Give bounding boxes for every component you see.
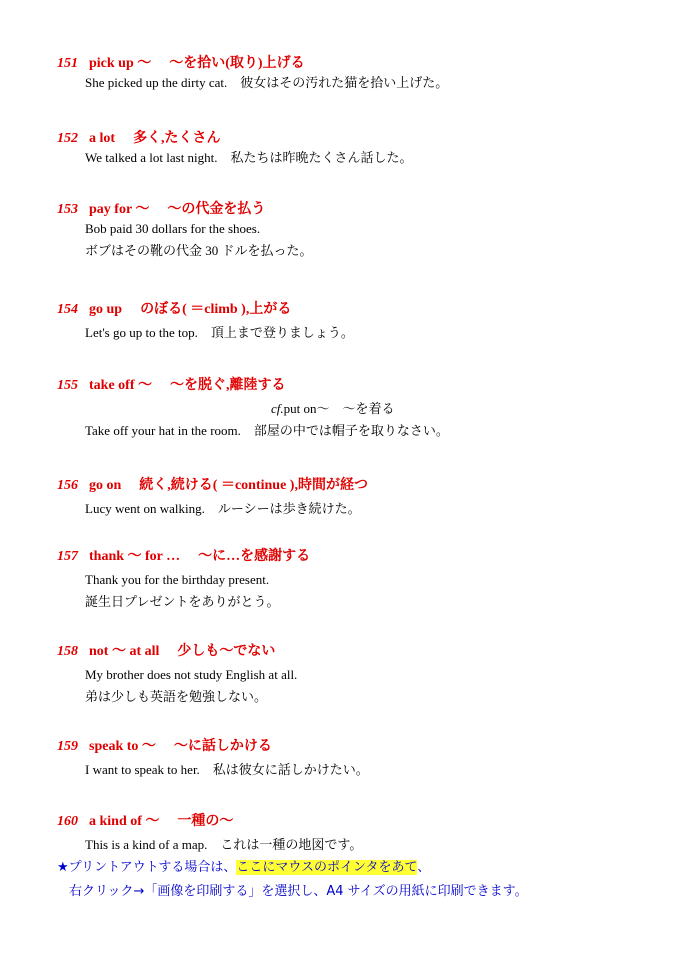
cf-text: put on～ ～を着る <box>283 401 395 416</box>
entry-meaning: 一種の～ <box>177 814 234 829</box>
entry-phrase: a kind of ～ <box>89 814 160 829</box>
entry-heading <box>57 377 677 395</box>
entry-157 <box>57 548 677 612</box>
entry-heading <box>57 643 677 661</box>
example-translation: 弟は少しも英語を勉強しない。 <box>85 689 268 704</box>
entry-number: 160 <box>57 814 78 829</box>
entry-phrase: speak to ～ <box>89 739 156 754</box>
entry-meaning: 続く,続ける( ＝continue ),時間が経つ <box>139 478 368 493</box>
entry-number: 154 <box>57 302 78 317</box>
entry-heading <box>57 738 677 756</box>
notice-prefix: ★プリントアウトする場合は、 <box>57 860 237 875</box>
entry-152 <box>57 130 677 168</box>
example-translation: ボブはその靴の代金 30 ドルを払った。 <box>85 243 313 258</box>
entry-meaning: ～を拾い(取り)上げる <box>169 56 305 71</box>
entry-phrase: not ～ at all <box>89 644 160 659</box>
notice-highlight[interactable]: ここにマウスのポインタをあて <box>236 860 418 875</box>
cf-mark: cf. <box>271 401 284 416</box>
entry-phrase: go up <box>89 302 123 317</box>
entry-phrase: go on <box>89 478 122 493</box>
entry-phrase: thank ～ for … <box>89 549 181 564</box>
notice-suffix: 、 <box>417 860 431 875</box>
entry-heading <box>57 301 677 319</box>
entry-meaning: のぼる( ＝climb ),上がる <box>140 302 292 317</box>
entry-meaning: 少しも～でない <box>177 644 276 659</box>
entry-meaning: ～に話しかける <box>173 739 272 754</box>
entry-number: 152 <box>57 131 78 146</box>
print-notice <box>57 856 682 904</box>
notice-line-2-text: 右クリック→「画像を印刷する」を選択し、A4 サイズの用紙に印刷できます。 <box>69 884 528 899</box>
entry-phrase: pay for ～ <box>89 202 150 217</box>
entry-phrase: pick up ～ <box>89 56 152 71</box>
example-sentence: This is a kind of a map. これは一種の地図です。 <box>85 837 363 852</box>
entry-159 <box>57 738 677 780</box>
print-notice-line-1 <box>57 856 682 880</box>
entry-heading <box>57 55 677 73</box>
entry-154 <box>57 301 677 343</box>
example-sentence: She picked up the dirty cat. 彼女はその汚れた猫を拾い上げた。 <box>85 75 449 90</box>
entry-meaning: ～の代金を払う <box>167 202 266 217</box>
entry-heading <box>57 477 677 495</box>
entry-number: 158 <box>57 644 78 659</box>
entry-number: 153 <box>57 202 78 217</box>
entry-160 <box>57 813 677 855</box>
entry-number: 155 <box>57 378 78 393</box>
entry-number: 157 <box>57 549 78 564</box>
entry-158 <box>57 643 677 707</box>
entry-153 <box>57 201 677 261</box>
entry-number: 156 <box>57 478 78 493</box>
entry-number: 159 <box>57 739 78 754</box>
entry-heading <box>57 813 677 831</box>
example-sentence: My brother does not study English at all. <box>85 667 298 682</box>
entry-heading <box>57 130 677 148</box>
example-translation: 誕生日プレゼントをありがとう。 <box>85 594 280 609</box>
entry-156 <box>57 477 677 519</box>
entry-phrase: a lot <box>89 131 116 146</box>
entry-meaning: 多く,たくさん <box>133 131 221 146</box>
example-sentence: Lucy went on walking. ルーシーは歩き続けた。 <box>85 501 361 516</box>
example-sentence: Let's go up to the top. 頂上まで登りましょう。 <box>85 325 354 340</box>
entry-heading <box>57 201 677 219</box>
example-sentence: I want to speak to her. 私は彼女に話しかけたい。 <box>85 762 369 777</box>
example-sentence: Bob paid 30 dollars for the shoes. <box>85 221 261 236</box>
entry-151 <box>57 55 677 93</box>
print-notice-line-2 <box>57 880 682 904</box>
entry-heading <box>57 548 677 566</box>
entry-phrase: take off ～ <box>89 378 152 393</box>
entry-155 <box>57 377 677 441</box>
cf-note <box>271 399 677 419</box>
entry-number: 151 <box>57 56 78 71</box>
entry-meaning: ～を脱ぐ,離陸する <box>170 378 286 393</box>
example-sentence: Take off your hat in the room. 部屋の中では帽子を取りなさい。 <box>85 423 449 438</box>
entry-meaning: ～に…を感謝する <box>198 549 311 564</box>
example-sentence: We talked a lot last night. 私たちは昨晩たくさん話した。 <box>85 150 413 165</box>
example-sentence: Thank you for the birthday present. <box>85 572 270 587</box>
